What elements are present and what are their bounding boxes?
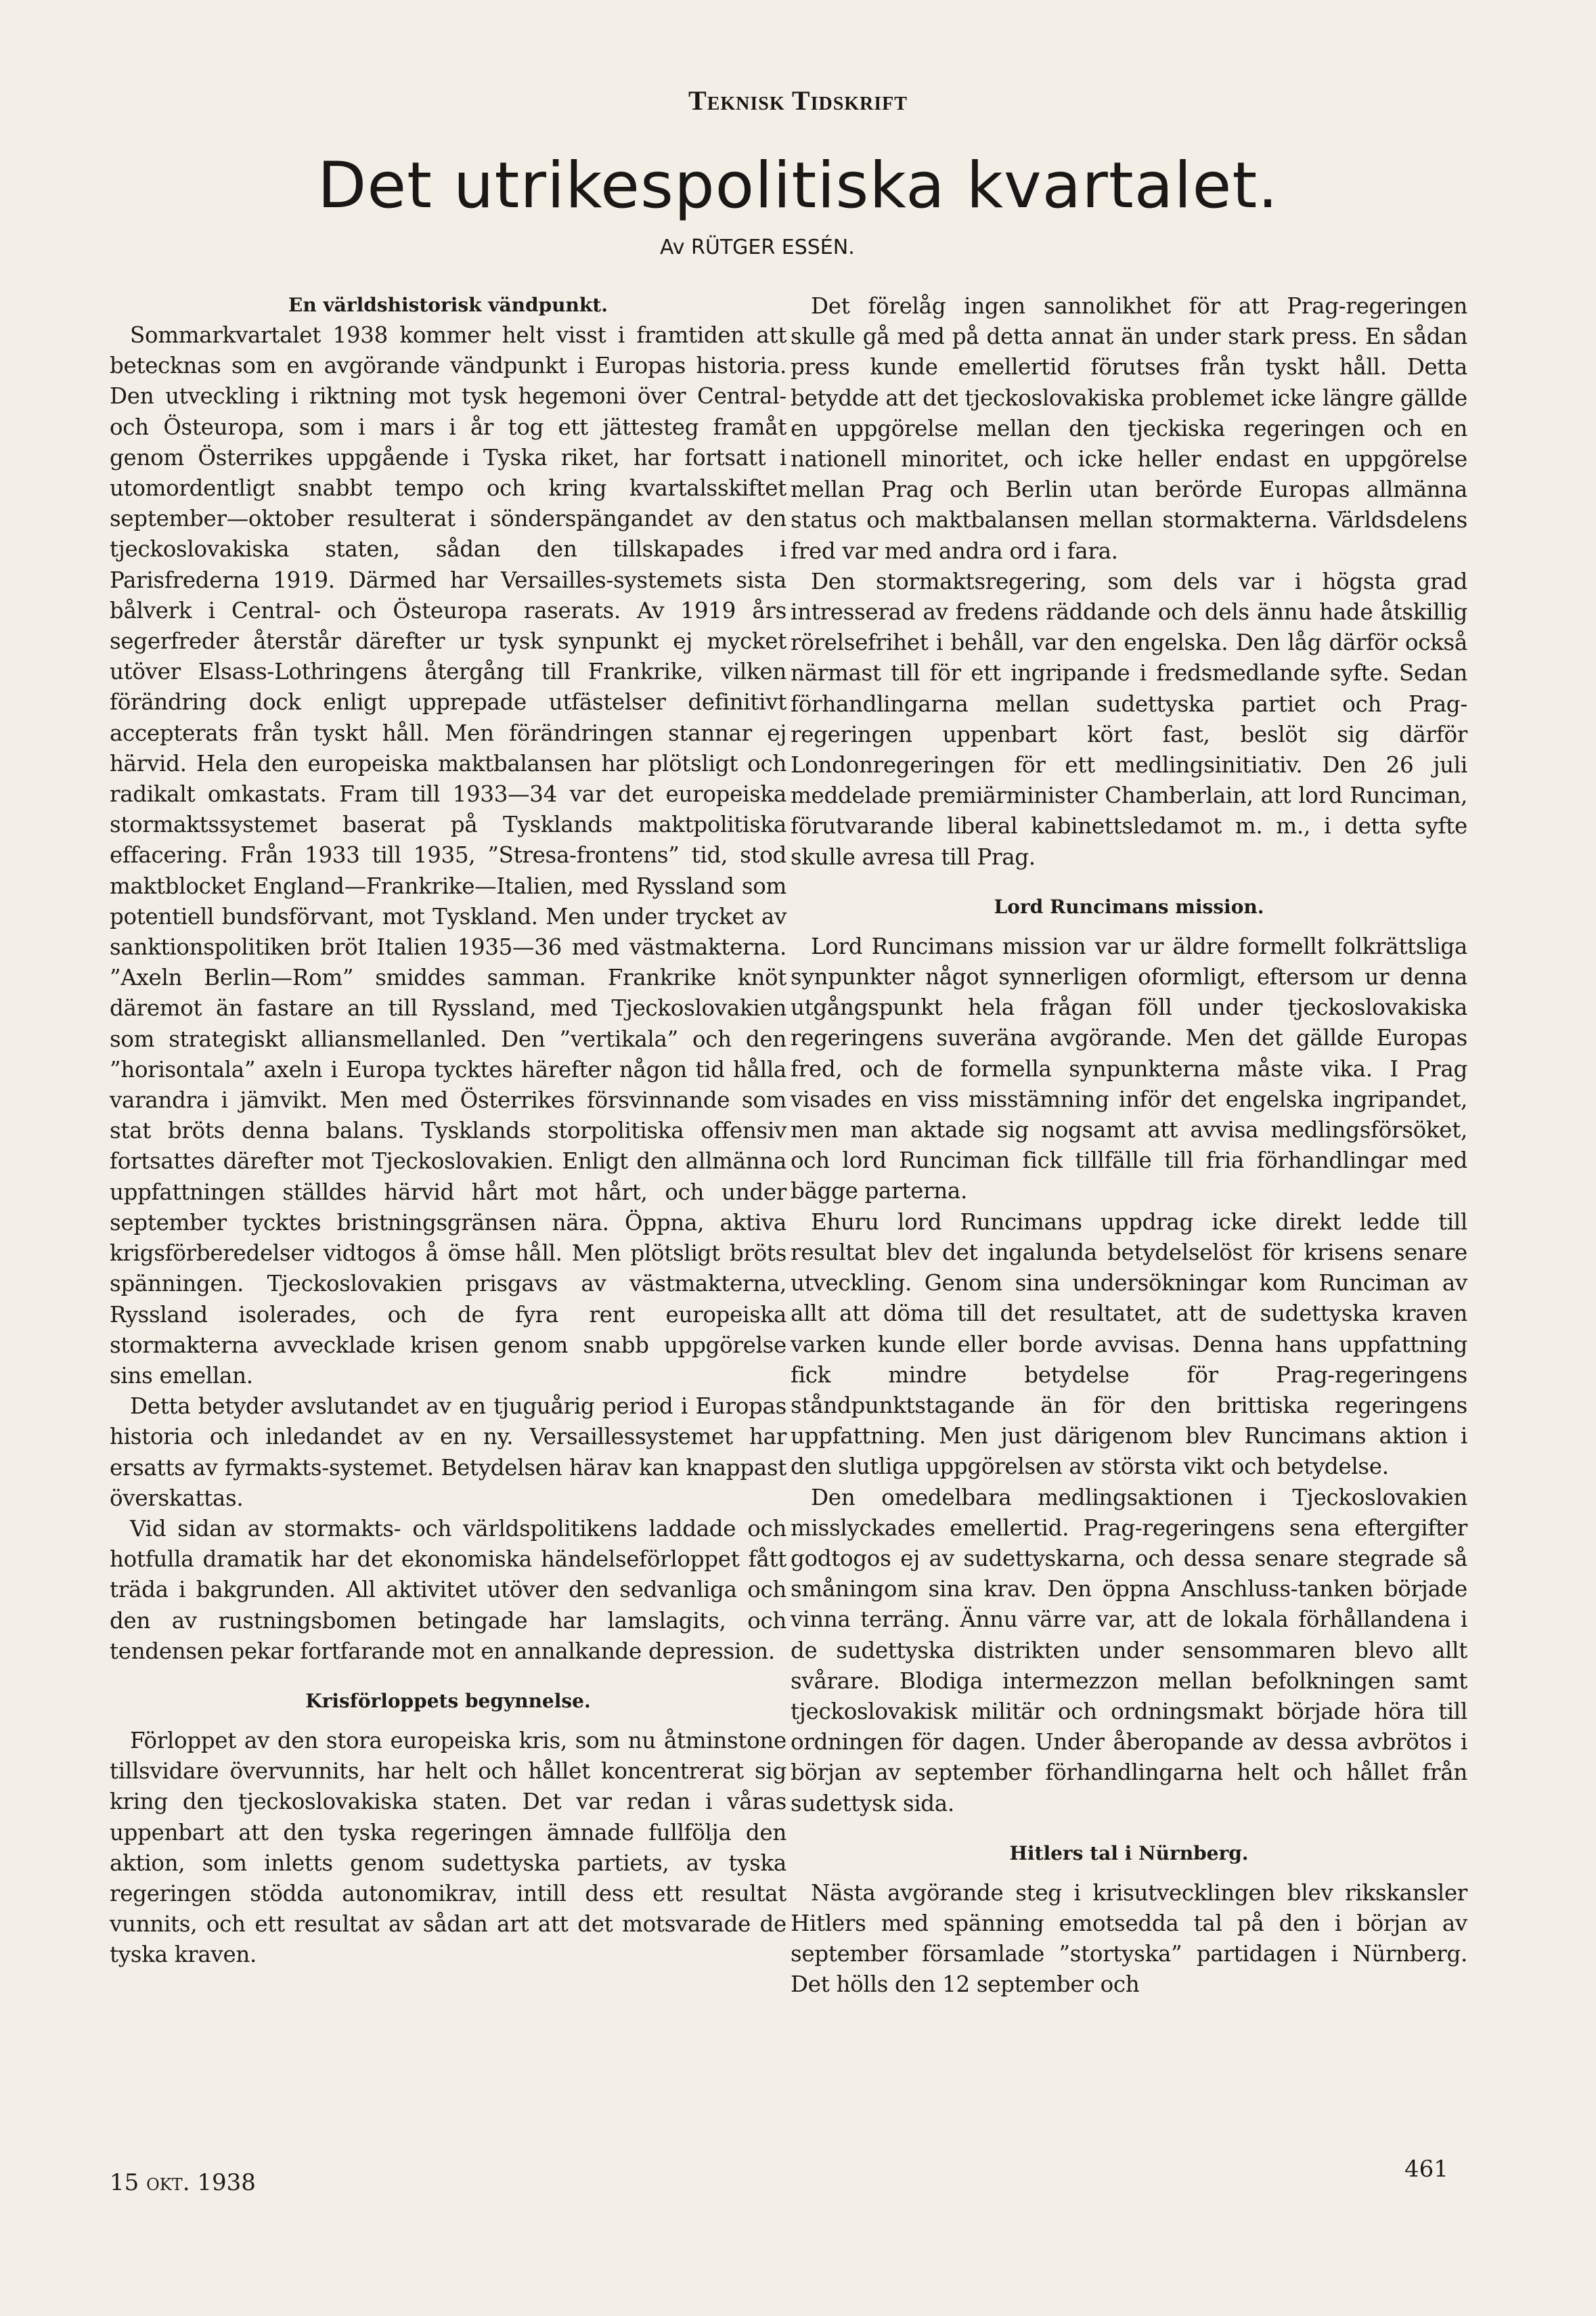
section-heading-runciman: Lord Runcimans mission. xyxy=(994,895,1264,918)
paragraph: Ehuru lord Runcimans uppdrag icke direkt ledde till resultat blev det ingalunda betydelselöst för krisens senare utveckling. Genom sina undersökningar kom Runciman av allt att döma till det resultatet, att de sudettyska kraven varken kunde eller borde avvisas. Denna hans uppfattning fick mindre betydelse för Prag-regeringens ståndpunktstagande än för den brittiska regeringens uppfattning. Men just därigenom blev Runcimans aktion i den slutliga uppgörelsen av största vikt och betydelse. xyxy=(791,1208,1467,1480)
paragraph: Det förelåg ingen sannolikhet för att Prag-regeringen skulle gå med på detta annat än under stark press. En sådan press kunde emellertid förutses från tyskt håll. Detta betydde att det tjeckoslovakiska problemet icke längre gällde en uppgörelse mellan den tjeckiska regeringen och en nationell minoritet, och icke heller endast en uppgörelse mellan Prag och Berlin utan berörde Europas allmänna status och maktbalansen mellan stormakterna. Världsdelens fred var med andra ord i fara. xyxy=(791,293,1467,564)
section-heading-hitler: Hitlers tal i Nürnberg. xyxy=(1009,1841,1249,1864)
paragraph: Nästa avgörande steg i krisutvecklingen blev rikskansler Hitlers med spänning emotsedda tal på den i början av september församlade ”stortyska” partidagen i Nürnberg. Det hölls den 12 september och xyxy=(791,1879,1467,1998)
paragraph: Förloppet av den stora europeiska kris, som nu åtminstone tillsvidare övervunnits, har helt och hållet koncentrerat sig kring den tjeckoslovakiska staten. Det var redan i våras uppenbart att den tyska regeringen ämnade fullfölja den aktion, som inletts genom sudettyska partiets, av tyska regeringen stödda autonomikrav, intill dess ett resultat vunnits, och ett resultat av sådan art att det motsvarade de tyska kraven. xyxy=(110,1727,786,1968)
paragraph: Den omedelbara medlingsaktionen i Tjeckoslovakien misslyckades emellertid. Prag-regeringens sena eftergifter godtogos ej av sudettyskarna, och dessa senare stegrade så småningom sina krav. Den öppna Anschluss-tanken började vinna terräng. Ännu värre var, att de lokala förhållandena i de sudettyska distrikten under sensommaren blevo allt svårare. Blodiga intermezzon mellan befolkningen samt tjeckoslovakisk militär och ordningsmakt började höra till ordningen för dagen. Under åberopande av dessa avbrötos i början av september förhandlingarna helt och hållet från sudettysk sida. xyxy=(791,1484,1467,1816)
issue-date-year: 1938 xyxy=(197,2169,256,2196)
paragraph: Vid sidan av stormakts- och världspolitikens laddade och hotfulla dramatik har det ekonomiska händelseförloppet fått träda i bakgrunden. All aktivitet utöver den sedvanliga och den av rustningsbomen betingade har lamslagits, och tendensen pekar fortfarande mot en annalkande depression. xyxy=(110,1515,786,1664)
issue-date-month: okt. xyxy=(146,2169,190,2196)
issue-date xyxy=(110,2169,256,2196)
left-column xyxy=(110,290,786,1971)
right-column xyxy=(791,291,1467,2001)
section-heading-vandpunkt: En världshistorisk vändpunkt. xyxy=(288,294,608,316)
article-title: Det utrikespolitiska kvartalet. xyxy=(317,149,1279,223)
page-number: 461 xyxy=(1404,2156,1448,2183)
paragraph: Lord Runcimans mission var ur äldre formellt folkrättsliga synpunkter något synnerligen oformligt, eftersom ur denna utgångspunkt hela frågan föll under tjeckoslovakiska regeringens suveräna avgörande. Men det gällde Europas fred, och de formella synpunkterna måste vika. I Prag visades en viss misstämning inför det engelska ingripandet, men man aktade sig nogsamt att avvisa medlingsförsöket, och lord Runciman fick tillfälle till fria förhandlingar med bägge parterna. xyxy=(791,933,1467,1204)
issue-date-day: 15 xyxy=(110,2169,139,2196)
article-byline: Av RÜTGER ESSÉN. xyxy=(660,236,855,259)
journal-masthead: Teknisk Tidskrift xyxy=(688,85,908,116)
paragraph: Den stormaktsregering, som dels var i högsta grad intresserad av fredens räddande och dels ännu hade åtskillig rörelsefrihet i behåll, var den engelska. Den låg därför också närmast till för ett ingripande i fredsmedlande syfte. Sedan förhandlingarna mellan sudettyska partiet och Prag-regeringen uppenbart kört fast, beslöt sig därför Londonregeringen för ett medlingsinitiativ. Den 26 juli meddelade premiärminister Chamberlain, att lord Runciman, förutvarande liberal kabinettsledamot m. m., i detta syfte skulle avresa till Prag. xyxy=(791,568,1467,870)
paragraph: Sommarkvartalet 1938 kommer helt visst i framtiden att betecknas som en avgörande vändpunkt i Europas historia. Den utveckling i riktning mot tysk hegemoni över Central- och Östeuropa, som i mars i år tog ett jättesteg framåt genom Österrikes uppgående i Tyska riket, har fortsatt i utomordentligt snabbt tempo och kring kvartalsskiftet september—oktober resulterat i sönderspängandet av den tjeckoslovakiska staten, sådan den tillskapades i Parisfrederna 1919. Därmed har Versailles-systemets sista bålverk i Central- och Östeuropa raserats. Av 1919 års segerfreder återstår därefter ur tysk synpunkt ej mycket utöver Elsass-Lothringens återgång till Frankrike, vilken förändring dock enligt upprepade utfästelser definitivt accepterats från tyskt håll. Men förändringen stannar ej härvid. Hela den europeiska maktbalansen har plötsligt och radikalt omkastats. Fram till 1933—34 var det europeiska stormaktssystemet baserat på Tysklands maktpolitiska effacering. Från 1933 till 1935, ”Stresa-frontens” tid, stod maktblocket England—Frankrike—Italien, med Ryssland som potentiell bundsförvant, mot Tyskland. Men under trycket av sanktionspolitiken bröt Italien 1935—36 med västmakterna. ”Axeln Berlin—Rom” smiddes samman. Frankrike knöt däremot än fastare an till Ryssland, med Tjeckoslovakien som strategiskt alliansmellanled. Den ”vertikala” och den ”horisontala” axeln i Europa tycktes härefter någon tid hålla varandra i jämvikt. Men med Österrikes försvinnande som stat bröts denna balans. Tysklands storpolitiska offensiv fortsattes därefter mot Tjeckoslovakien. Enligt den allmänna uppfattningen ställdes härvid hårt mot hårt, och under september tycktes bristningsgränsen nära. Öppna, aktiva krigsförberedelser vidtogos å ömse håll. Men plötsligt bröts spänningen. Tjeckoslovakien prisgavs av västmakterna, Ryssland isolerades, och de fyra rent europeiska stormakterna avvecklade krisen genom snabb uppgörelse sins emellan. xyxy=(110,322,786,1389)
paragraph: Detta betyder avslutandet av en tjuguårig period i Europas historia och inledandet av en ny. Versaillessystemet har ersatts av fyrmakts-systemet. Betydelsen härav kan knappast överskattas. xyxy=(110,1393,786,1511)
section-heading-krisforloppet: Krisförloppets begynnelse. xyxy=(305,1689,591,1712)
